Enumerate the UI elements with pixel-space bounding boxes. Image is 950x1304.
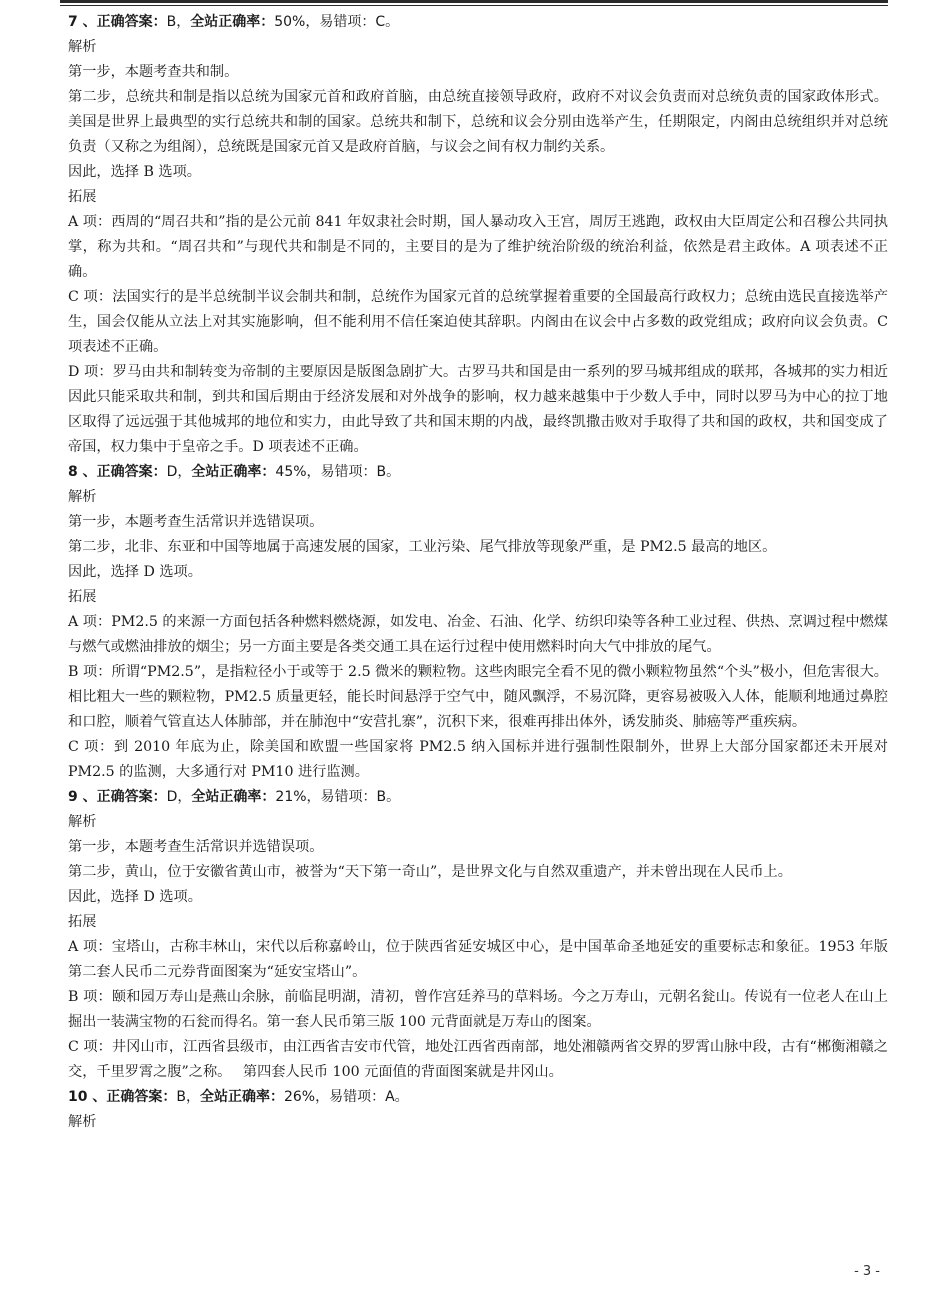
paragraph: 第一步，本题考查生活常识并选错误项。	[68, 839, 324, 855]
paragraph: 因此，选择 B 选项。	[68, 164, 201, 180]
accuracy-value: 50%，易错项：C。	[274, 14, 400, 30]
question-block-q8	[68, 460, 888, 785]
paragraph: 拓展	[68, 189, 97, 205]
answer-value: B，	[176, 1089, 200, 1105]
paragraph: B 项：所谓“PM2.5”，是指粒径小于或等于 2.5 微米的颗粒物。这些肉眼完全看不见的微小颗粒物虽然“个头”极小，但危害很大。相比粗大一些的颗粒物，PM2.5 质量更轻，能长时间悬浮于空气中，随风飘浮，不易沉降，更容易被吸入人体，能顺利地通过鼻腔和口腔，顺着气管直达人体肺部，并在肺泡中“安营扎寨”，沉积下来，很难再排出体外，诱发肺炎、肺癌等严重疾病。	[68, 664, 888, 730]
paragraph: 第二步，总统共和制是指以总统为国家元首和政府首脑，由总统直接领导政府，政府不对议会负责而对总统负责的国家政体形式。美国是世界上最典型的实行总统共和制的国家。总统共和制下，总统和议会分别由选举产生，任期限定，内阁由总统组织并对总统负责（又称之为组阁），总统既是国家元首又是政府首脑，与议会之间有权力制约关系。	[68, 89, 888, 155]
answer-value: D，	[166, 464, 192, 480]
question-number: 9 、	[68, 789, 97, 805]
header-rule-thin	[60, 5, 888, 6]
paragraph: 解析	[68, 814, 97, 830]
paragraph: C 项：井冈山市，江西省县级市，由江西省吉安市代管，地处江西省西南部，地处湘赣两省交界的罗霄山脉中段，古有“郴衡湘赣之交，千里罗霄之腹”之称。 第四套人民币 100 元面值的背面图案就是井冈山。	[68, 1039, 888, 1080]
paragraph: A 项：西周的“周召共和”指的是公元前 841 年奴隶社会时期，国人暴动攻入王宫，周厉王逃跑，政权由大臣周定公和召穆公共同执掌，称为共和。“周召共和”与现代共和制是不同的，主要目的是为了维护统治阶级的统治利益，依然是君主政体。A 项表述不正确。	[68, 214, 888, 280]
paragraph: C 项：法国实行的是半总统制半议会制共和制，总统作为国家元首的总统掌握着重要的全国最高行政权力；总统由选民直接选举产生，国会仅能从立法上对其实施影响，但不能利用不信任案迫使其辞职。内阁由在议会中占多数的政党组成；政府向议会负责。C 项表述不正确。	[68, 289, 888, 355]
question-number: 10 、	[68, 1089, 107, 1105]
paragraph: 第一步，本题考查生活常识并选错误项。	[68, 514, 324, 530]
paragraph: 解析	[68, 1114, 97, 1130]
paragraph: A 项：宝塔山，古称丰林山，宋代以后称嘉岭山，位于陕西省延安城区中心，是中国革命圣地延安的重要标志和象征。1953 年版第二套人民币二元券背面图案为“延安宝塔山”。	[68, 939, 888, 980]
paragraph: 解析	[68, 489, 97, 505]
answer-value: D，	[166, 789, 192, 805]
question-block-q7	[68, 10, 888, 460]
accuracy-value: 26%，易错项：A。	[283, 1089, 409, 1105]
accuracy-value: 21%，易错项：B。	[275, 789, 401, 805]
question-block-q10	[68, 1085, 888, 1135]
answer-value: B，	[166, 14, 191, 30]
accuracy-label: 全站正确率：	[199, 1089, 284, 1105]
paragraph: A 项：PM2.5 的来源一方面包括各种燃料燃烧源，如发电、冶金、石油、化学、纺织印染等各种工业过程、供热、烹调过程中燃煤与燃气或燃油排放的烟尘；另一方面主要是各类交通工具在运行过程中使用燃料时向大气中排放的尾气。	[68, 614, 888, 655]
paragraph: 解析	[68, 39, 97, 55]
paragraph: C 项：到 2010 年底为止，除美国和欧盟一些国家将 PM2.5 纳入国标并进行强制性限制外，世界上大部分国家都还未开展对 PM2.5 的监测，大多通行对 PM10 进行监测。	[68, 739, 888, 780]
question-header	[68, 10, 888, 35]
paragraph: 拓展	[68, 589, 97, 605]
question-header	[68, 460, 888, 485]
paragraph: 第二步，北非、东亚和中国等地属于高速发展的国家，工业污染、尾气排放等现象严重，是 PM2.5 最高的地区。	[68, 539, 777, 555]
question-header	[68, 1085, 888, 1110]
accuracy-label: 全站正确率：	[191, 789, 276, 805]
header-rule-thick	[60, 0, 888, 3]
question-number: 7 、	[68, 14, 97, 30]
question-number: 8 、	[68, 464, 97, 480]
paragraph: 因此，选择 D 选项。	[68, 889, 202, 905]
answer-label: 正确答案：	[96, 789, 167, 805]
accuracy-value: 45%，易错项：B。	[275, 464, 401, 480]
paragraph: 第一步，本题考查共和制。	[68, 64, 239, 80]
answer-label: 正确答案：	[106, 1089, 177, 1105]
question-block-q9	[68, 785, 888, 1085]
paragraph: B 项：颐和园万寿山是燕山余脉，前临昆明湖，清初，曾作宫廷养马的草料场。今之万寿山，元朝名瓮山。传说有一位老人在山上掘出一装满宝物的石瓮而得名。第一套人民币第三版 100 元背面就是万寿山的图案。	[68, 989, 888, 1030]
paragraph: 第二步，黄山，位于安徽省黄山市，被誉为“天下第一奇山”，是世界文化与自然双重遗产，并未曾出现在人民币上。	[68, 864, 792, 880]
paragraph: 因此，选择 D 选项。	[68, 564, 202, 580]
accuracy-label: 全站正确率：	[190, 14, 275, 30]
question-header	[68, 785, 888, 810]
answer-label: 正确答案：	[96, 464, 167, 480]
accuracy-label: 全站正确率：	[191, 464, 276, 480]
document-body	[68, 10, 888, 1135]
paragraph: 拓展	[68, 914, 97, 930]
paragraph: D 项：罗马由共和制转变为帝制的主要原因是版图急剧扩大。古罗马共和国是由一系列的罗马城邦组成的联邦，各城邦的实力相近因此只能采取共和制，到共和国后期由于经济发展和对外战争的影响，权力越来越集中于少数人手中，同时以罗马为中心的拉丁地区取得了远远强于其他城邦的地位和实力，由此导致了共和国末期的内战，最终凯撒击败对手取得了共和国的政权，共和国变成了帝国，权力集中于皇帝之手。D 项表述不正确。	[68, 364, 888, 455]
page-number: - 3 -	[854, 1264, 880, 1279]
answer-label: 正确答案：	[96, 14, 167, 30]
